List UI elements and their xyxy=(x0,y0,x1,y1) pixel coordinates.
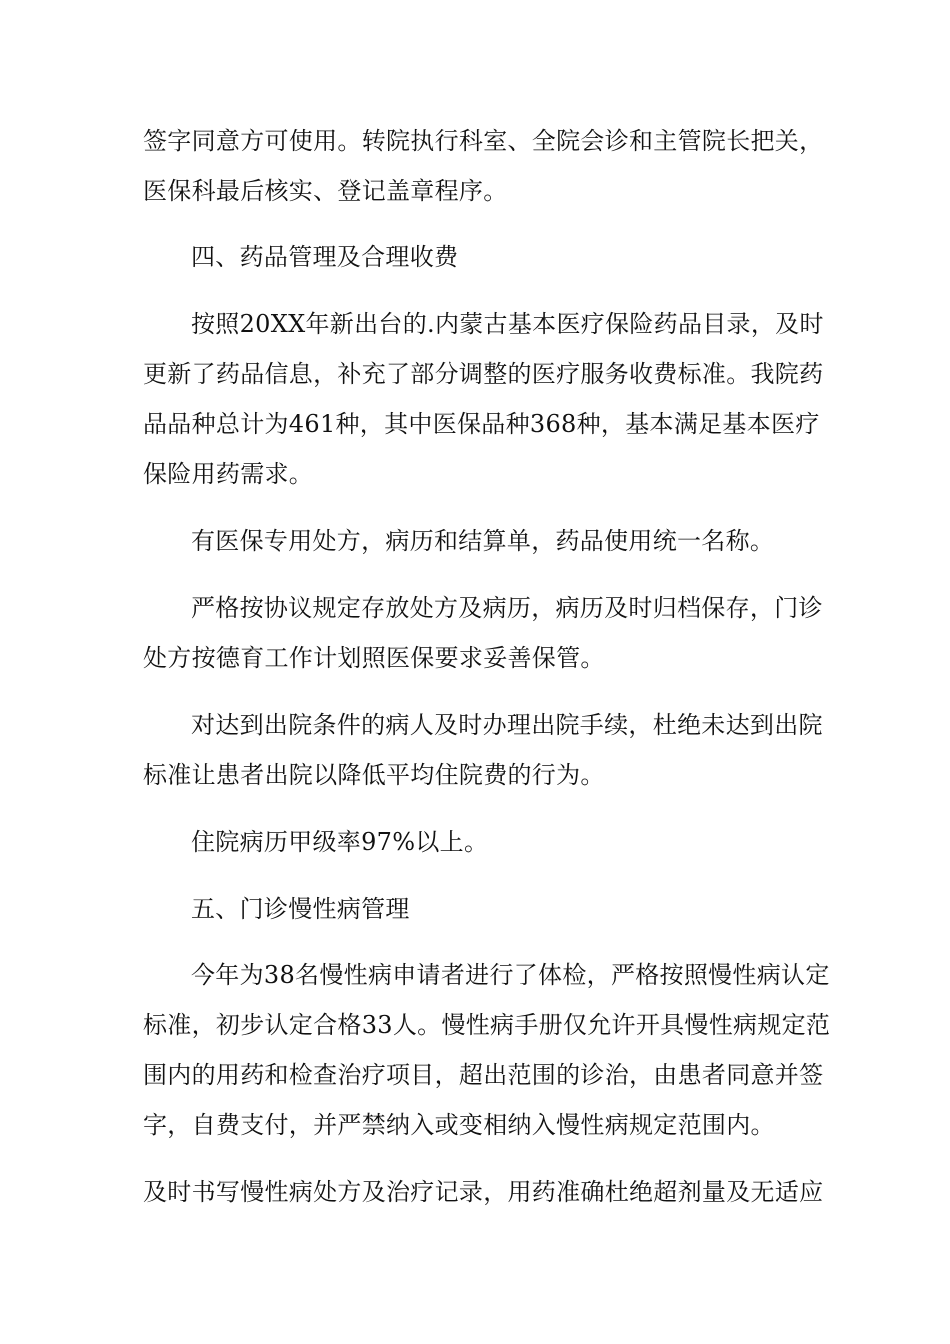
paragraph-first-line: 按照20XX年新出台的.内蒙古基本医疗保险药品目录，及时 xyxy=(191,310,824,338)
body-text-line: 字，自费支付，并严禁纳入或变相纳入慢性病规定范围内。 xyxy=(143,1111,775,1139)
body-text-line: 处方按德育工作计划照医保要求妥善保管。 xyxy=(143,644,605,672)
section-heading: 四、药品管理及合理收费 xyxy=(191,243,459,271)
body-text-line: 保险用药需求。 xyxy=(143,460,314,488)
section-heading: 五、门诊慢性病管理 xyxy=(191,895,410,923)
paragraph-first-line: 住院病历甲级率97%以上。 xyxy=(191,828,489,856)
paragraph-first-line: 严格按协议规定存放处方及病历，病历及时归档保存，门诊 xyxy=(191,594,823,622)
body-text-line: 签字同意方可使用。转院执行科室、全院会诊和主管院长把关， xyxy=(143,127,824,155)
paragraph-first-line: 对达到出院条件的病人及时办理出院手续，杜绝未达到出院 xyxy=(191,711,823,739)
body-text-line: 医保科最后核实、登记盖章程序。 xyxy=(143,177,508,205)
body-text-line: 品品种总计为461种，其中医保品种368种，基本满足基本医疗 xyxy=(143,410,820,438)
paragraph-first-line: 今年为38名慢性病申请者进行了体检，严格按照慢性病认定 xyxy=(191,961,830,989)
body-text-line: 标准让患者出院以降低平均住院费的行为。 xyxy=(143,761,605,789)
body-text-line: 标准，初步认定合格33人。慢性病手册仅允许开具慢性病规定范 xyxy=(143,1011,831,1039)
body-text-line: 更新了药品信息，补充了部分调整的医疗服务收费标准。我院药 xyxy=(143,360,824,388)
body-text-line: 围内的用药和检查治疗项目，超出范围的诊治，由患者同意并签 xyxy=(143,1061,824,1089)
body-text-line: 及时书写慢性病处方及治疗记录，用药准确杜绝超剂量及无适应 xyxy=(143,1178,824,1206)
paragraph-first-line: 有医保专用处方，病历和结算单，药品使用统一名称。 xyxy=(191,527,775,555)
